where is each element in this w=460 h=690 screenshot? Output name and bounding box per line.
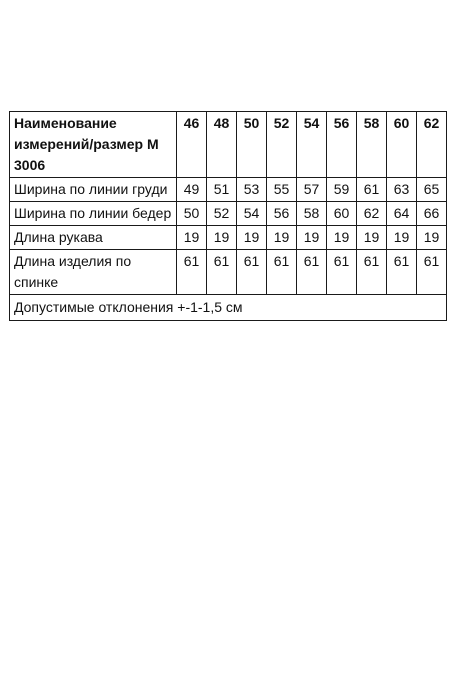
- table-cell: 66: [417, 202, 447, 226]
- table-cell: 19: [387, 226, 417, 250]
- size-header-50: 50: [237, 112, 267, 178]
- size-header-62: 62: [417, 112, 447, 178]
- size-header-48: 48: [207, 112, 237, 178]
- table-cell: 53: [237, 178, 267, 202]
- table-cell: 61: [327, 250, 357, 295]
- table-cell: 19: [177, 226, 207, 250]
- table-row-hip-width: [10, 202, 447, 226]
- row-label: Длина изделия по спинке: [10, 250, 177, 295]
- table-cell: 54: [237, 202, 267, 226]
- table-cell: 50: [177, 202, 207, 226]
- size-header-60: 60: [387, 112, 417, 178]
- table-row-chest-width: [10, 178, 447, 202]
- size-header-52: 52: [267, 112, 297, 178]
- table-cell: 19: [327, 226, 357, 250]
- size-chart-table: [9, 111, 447, 321]
- table-cell: 60: [327, 202, 357, 226]
- table-cell: 58: [297, 202, 327, 226]
- table-cell: 19: [237, 226, 267, 250]
- table-cell: 62: [357, 202, 387, 226]
- table-cell: 19: [357, 226, 387, 250]
- table-cell: 19: [267, 226, 297, 250]
- header-label-cell: Наименование измерений/размер М 3006: [10, 112, 177, 178]
- row-label: Ширина по линии груди: [10, 178, 177, 202]
- size-header-46: 46: [177, 112, 207, 178]
- size-header-56: 56: [327, 112, 357, 178]
- table-row-footnote: [10, 295, 447, 321]
- table-cell: 65: [417, 178, 447, 202]
- size-header-58: 58: [357, 112, 387, 178]
- row-label: Длина рукава: [10, 226, 177, 250]
- row-label: Ширина по линии бедер: [10, 202, 177, 226]
- table-row-sleeve-length: [10, 226, 447, 250]
- table-cell: 61: [207, 250, 237, 295]
- table-cell: 64: [387, 202, 417, 226]
- table-cell: 52: [207, 202, 237, 226]
- table-cell: 19: [297, 226, 327, 250]
- table-cell: 61: [357, 178, 387, 202]
- table-cell: 56: [267, 202, 297, 226]
- table-cell: 61: [267, 250, 297, 295]
- table-cell: 61: [297, 250, 327, 295]
- table-cell: 61: [177, 250, 207, 295]
- table-cell: 19: [417, 226, 447, 250]
- table-cell: 59: [327, 178, 357, 202]
- table-cell: 61: [357, 250, 387, 295]
- table-cell: 57: [297, 178, 327, 202]
- tolerance-note: Допустимые отклонения +-1-1,5 см: [10, 295, 447, 321]
- table-cell: 49: [177, 178, 207, 202]
- table-cell: 61: [417, 250, 447, 295]
- table-cell: 63: [387, 178, 417, 202]
- table-cell: 51: [207, 178, 237, 202]
- table-row-back-length: [10, 250, 447, 295]
- header-row: [10, 112, 447, 178]
- table-cell: 61: [387, 250, 417, 295]
- table-cell: 55: [267, 178, 297, 202]
- size-header-54: 54: [297, 112, 327, 178]
- table-cell: 19: [207, 226, 237, 250]
- table-cell: 61: [237, 250, 267, 295]
